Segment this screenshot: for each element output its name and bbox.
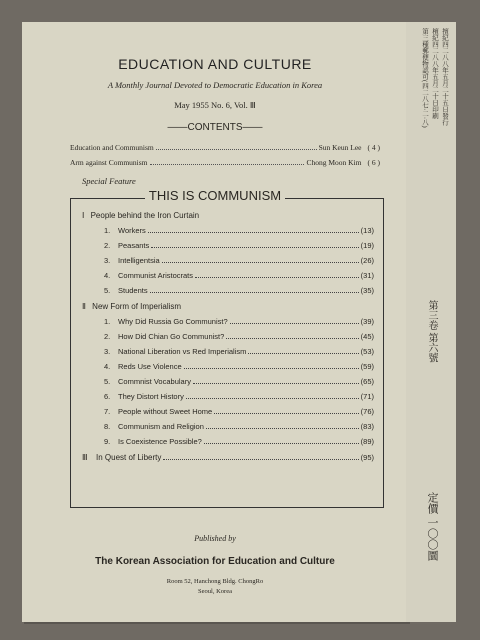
item-page: (35) <box>360 286 374 295</box>
item-number: 3. <box>104 347 111 356</box>
section-heading <box>82 211 199 220</box>
dot-leader <box>163 453 358 460</box>
item-label: Peasants <box>118 241 150 250</box>
item-label: National Liberation vs Red Imperialism <box>118 347 247 356</box>
spine-print-date: 檀紀四二八八年五月二十日印刷 <box>431 28 438 119</box>
list-item <box>104 226 374 235</box>
item-page: (13) <box>360 226 374 235</box>
feature-title-wrap <box>22 188 408 203</box>
contents-article <box>70 143 380 152</box>
list-item <box>104 362 374 371</box>
dot-leader <box>150 158 305 165</box>
item-page: (39) <box>360 317 374 326</box>
item-label: Commnist Vocabulary <box>118 377 191 386</box>
item-page: (76) <box>360 407 374 416</box>
list-item <box>104 286 374 295</box>
dot-leader <box>195 271 359 278</box>
item-page: (89) <box>360 437 374 446</box>
article-page: ( 4 ) <box>367 143 380 152</box>
dot-leader <box>156 143 317 150</box>
section-page: (95) <box>360 453 374 462</box>
spine-price: 定價 一〇〇圜 <box>426 492 438 561</box>
item-label: Why Did Russia Go Communist? <box>118 317 228 326</box>
section-title: People behind the Iron Curtain <box>90 211 200 220</box>
item-number: 4. <box>104 362 111 371</box>
item-label: Communist Aristocrats <box>118 271 194 280</box>
section-numeral: Ⅱ <box>82 302 86 311</box>
list-item <box>104 271 374 280</box>
item-number: 6. <box>104 392 111 401</box>
list-item <box>104 317 374 326</box>
special-feature-label: Special Feature <box>82 176 136 186</box>
item-page: (65) <box>360 377 374 386</box>
dot-leader <box>214 407 358 414</box>
publisher-address: Room 52, Hanchong Bldg. ChongRo <box>166 578 264 585</box>
dot-leader <box>193 377 359 384</box>
item-label: Reds Use Violence <box>118 362 182 371</box>
item-page: (83) <box>360 422 374 431</box>
item-number: 2. <box>104 332 111 341</box>
contents-article <box>70 158 380 167</box>
list-item <box>104 377 374 386</box>
list-item <box>104 422 374 431</box>
journal-title: EDUCATION AND CULTURE <box>118 56 312 72</box>
dot-leader <box>186 392 359 399</box>
item-number: 1. <box>104 317 111 326</box>
section-title: New Form of Imperialism <box>92 302 182 311</box>
article-title: Arm against Communism <box>70 158 148 167</box>
section-numeral: Ⅰ <box>82 211 85 220</box>
item-number: 5. <box>104 286 111 295</box>
dot-leader <box>230 317 359 324</box>
item-number: 8. <box>104 422 111 431</box>
dot-leader <box>150 286 359 293</box>
journal-cover <box>22 22 408 622</box>
spine-postal-permit: 第三種郵便物認可(四二八七·二·八) <box>421 28 428 128</box>
item-page: (59) <box>360 362 374 371</box>
section-heading <box>82 453 374 462</box>
item-label: Communism and Religion <box>118 422 204 431</box>
section-heading <box>82 302 181 311</box>
spine-publication-date: 擅紀四二八八年五月二十五日發行 <box>441 28 448 126</box>
item-label: Intelligentsia <box>118 256 160 265</box>
item-number: 7. <box>104 407 111 416</box>
item-label: People without Sweet Home <box>118 407 213 416</box>
item-label: How Did Chian Go Communist? <box>118 332 225 341</box>
dot-leader <box>148 226 359 233</box>
dot-leader <box>151 241 358 248</box>
section-numeral: Ⅲ <box>82 453 88 462</box>
dot-leader <box>162 256 359 263</box>
issue-line: May 1955 No. 6, Vol. Ⅲ <box>174 100 256 110</box>
dot-leader <box>248 347 358 354</box>
article-author: Chong Moon Kim <box>306 158 362 167</box>
article-title: Education and Communism <box>70 143 154 152</box>
list-item <box>104 437 374 446</box>
publisher-name: The Korean Association for Education and Culture <box>95 556 335 567</box>
cover-spine <box>406 22 456 622</box>
article-page: ( 6 ) <box>367 158 380 167</box>
dot-leader <box>184 362 359 369</box>
dot-leader <box>226 332 358 339</box>
item-number: 2. <box>104 241 111 250</box>
list-item <box>104 347 374 356</box>
item-number: 5. <box>104 377 111 386</box>
section-title: In Quest of Liberty <box>96 453 162 462</box>
feature-title: THIS IS COMMUNISM <box>145 188 285 203</box>
item-page: (19) <box>360 241 374 250</box>
list-item <box>104 241 374 250</box>
item-label: Workers <box>118 226 146 235</box>
list-item <box>104 332 374 341</box>
list-item <box>104 392 374 401</box>
list-item <box>104 407 374 416</box>
item-label: They Distort History <box>118 392 184 401</box>
spine-volume: 第三卷 第六號 <box>426 300 437 363</box>
article-author: Sun Keun Lee <box>318 143 362 152</box>
item-page: (71) <box>360 392 374 401</box>
item-number: 4. <box>104 271 111 280</box>
item-page: (53) <box>360 347 374 356</box>
item-page: (31) <box>360 271 374 280</box>
item-label: Students <box>118 286 148 295</box>
list-item <box>104 256 374 265</box>
publisher-city: Seoul, Korea <box>198 588 232 595</box>
item-number: 3. <box>104 256 111 265</box>
contents-heading: ——CONTENTS—— <box>167 122 263 133</box>
item-number: 1. <box>104 226 111 235</box>
item-page: (45) <box>360 332 374 341</box>
published-by-label: Published by <box>194 534 236 543</box>
dot-leader <box>204 437 359 444</box>
journal-subtitle: A Monthly Journal Devoted to Democratic Education in Korea <box>107 80 323 90</box>
dot-leader <box>206 422 359 429</box>
item-number: 9. <box>104 437 111 446</box>
item-page: (26) <box>360 256 374 265</box>
item-label: Is Coexistence Possible? <box>118 437 202 446</box>
